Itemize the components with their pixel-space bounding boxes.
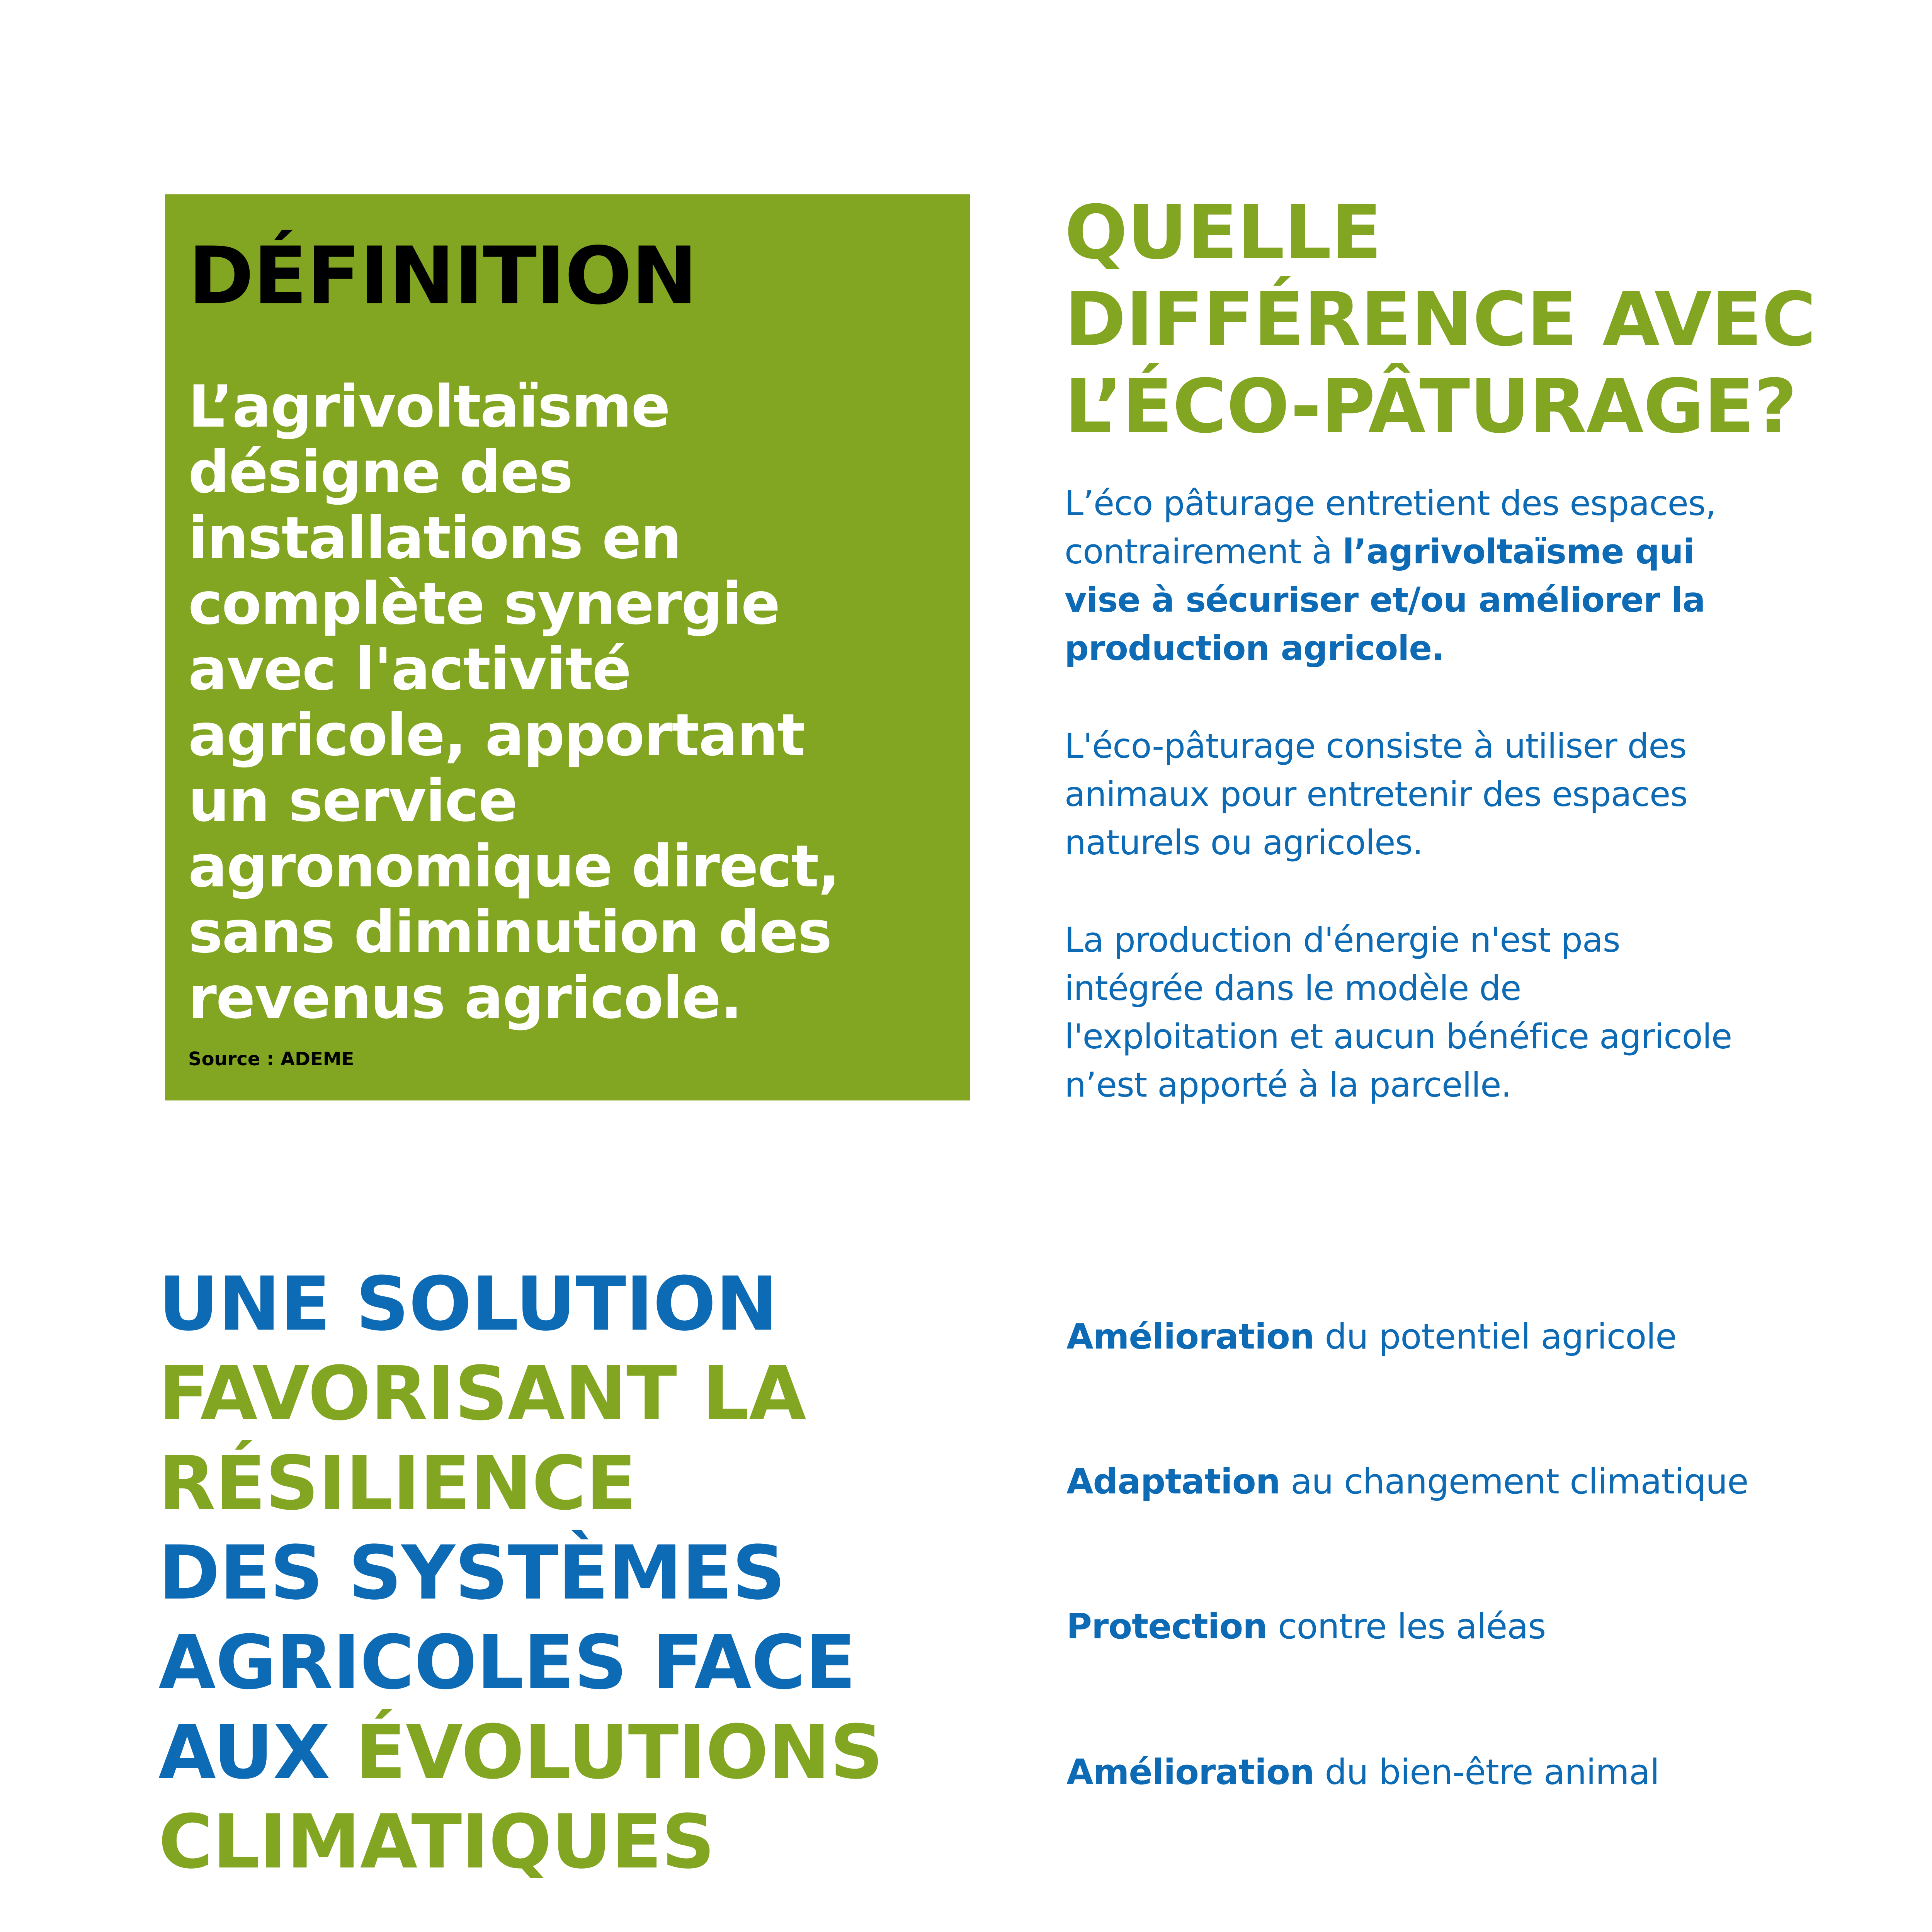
benefit-item-rest: contre les aléas [1267,1606,1546,1647]
solution-line-1: UNE SOLUTION [158,1261,777,1347]
solution-line-4: DES SYSTÈMES [158,1530,785,1616]
difference-paragraph-1-normal: L’éco pâturage entretient des espaces, contrairement à [1065,483,1716,571]
solution-line-6-blue: AUX [158,1709,355,1796]
benefit-item-bold: Amélioration [1066,1752,1314,1793]
definition-source: Source : ADEME [188,1048,354,1070]
benefit-item-bold: Adaptation [1066,1461,1280,1502]
benefit-item-rest: au changement climatique [1280,1461,1748,1502]
solution-line-7: CLIMATIQUES [158,1799,715,1885]
solution-line-6 [158,1708,1047,1798]
difference-paragraph-1-bold: l’agrivoltaïsme qui vise à sécuriser et/ou améliorer la production agricole. [1065,532,1705,668]
benefit-item [1066,1316,1917,1358]
benefit-item-bold: Amélioration [1066,1316,1314,1357]
definition-title: DÉFINITION [188,230,697,322]
benefit-item-bold: Protection [1066,1606,1267,1647]
difference-heading: QUELLE DIFFÉRENCE AVEC L’ÉCO-PÂTURAGE? [1065,190,1816,450]
benefit-item [1066,1461,1917,1503]
benefit-item [1066,1751,1917,1794]
solution-heading [158,1260,1047,1887]
solution-line-2: FAVORISANT LA [158,1351,806,1437]
difference-paragraph-2: L'éco-pâturage consiste à utiliser des animaux pour entretenir des espaces naturels ou agricoles. [1065,726,1688,862]
definition-box [165,194,970,1100]
solution-line-3: RÉSILIENCE [158,1440,636,1527]
benefit-item-rest: du bien-être animal [1314,1752,1660,1793]
difference-paragraph-1 [1065,479,1915,672]
benefit-item-rest: du potentiel agricole [1314,1316,1677,1357]
solution-line-5: AGRICOLES FACE [158,1620,855,1706]
solution-line-6-green: ÉVOLUTIONS [355,1709,883,1796]
benefit-item [1066,1605,1917,1648]
definition-text: L’agrivoltaïsme désigne des installations en complète synergie avec l'activité agricole, apportant un service agronomique direct, sans diminution des revenus agricole. [188,373,840,1032]
difference-paragraph-3: La production d'énergie n'est pas intégrée dans le modèle de l'exploitation et aucun bénéfice agricole n’est apporté à la parcelle. [1065,920,1732,1105]
